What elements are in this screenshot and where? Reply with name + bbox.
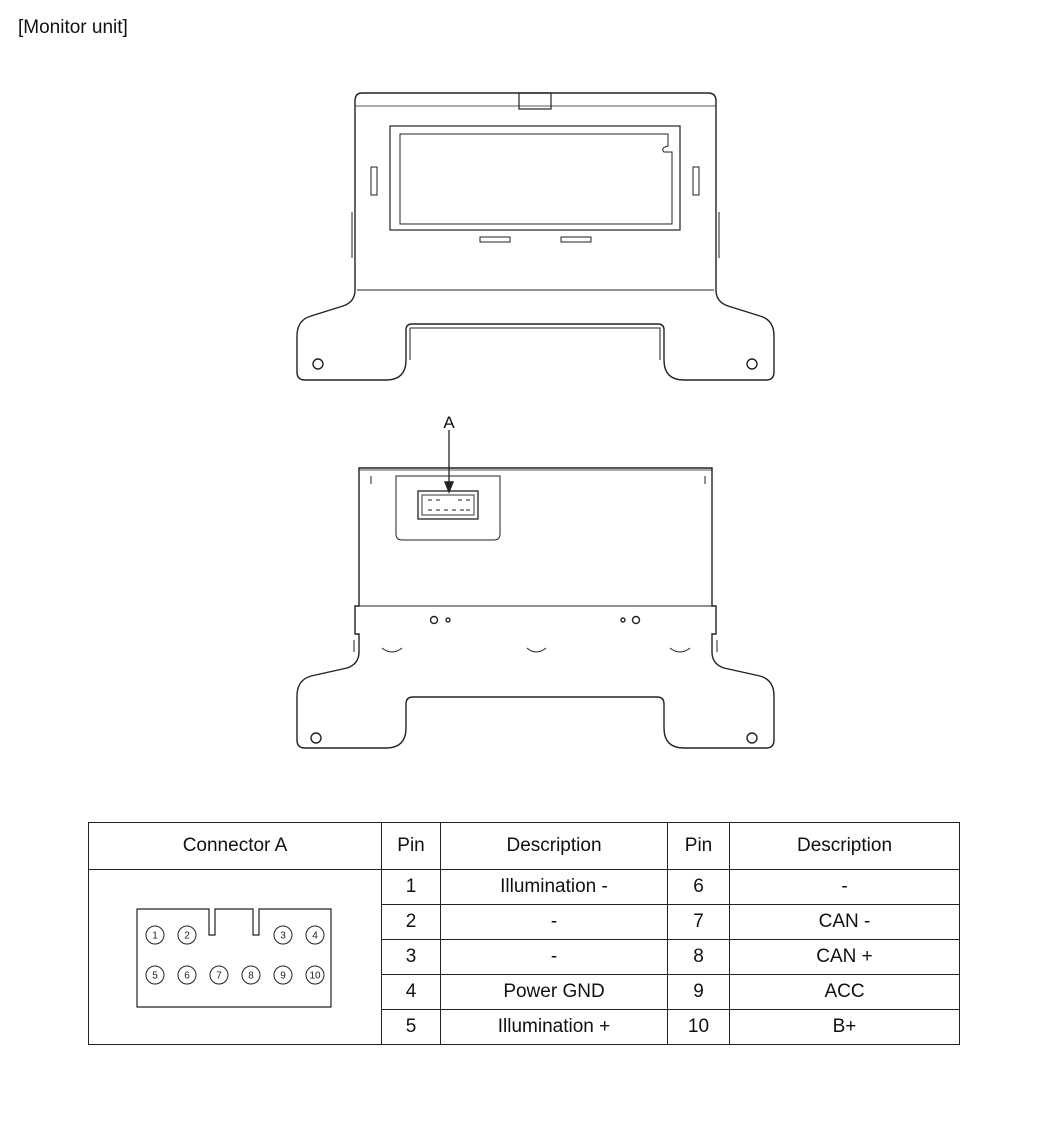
pin-cell: 6 <box>668 870 730 905</box>
description-cell: - <box>441 905 668 940</box>
pin-cell: 3 <box>382 940 441 975</box>
header-connector: Connector A <box>89 823 382 870</box>
callout-a <box>443 413 455 492</box>
pin-cell: 5 <box>382 1010 441 1045</box>
pin-cell: 9 <box>668 975 730 1010</box>
connector-pin-label: 4 <box>312 930 318 942</box>
pin-cell: 1 <box>382 870 441 905</box>
description-cell: Illumination - <box>441 870 668 905</box>
monitor-rear-view <box>297 468 774 748</box>
header-pin-2: Pin <box>668 823 730 870</box>
callout-a-label: A <box>443 413 455 432</box>
pin-cell: 7 <box>668 905 730 940</box>
connector-pin-label: 6 <box>184 970 190 982</box>
connector-pin-label: 7 <box>216 970 222 982</box>
pin-cell: 10 <box>668 1010 730 1045</box>
connector-pin-label: 8 <box>248 970 254 982</box>
header-description-1: Description <box>441 823 668 870</box>
header-pin-1: Pin <box>382 823 441 870</box>
pin-cell: 4 <box>382 975 441 1010</box>
description-cell: CAN - <box>730 905 960 940</box>
connector-a-face <box>89 870 382 1045</box>
connector-pin-label: 10 <box>309 970 321 982</box>
pin-cell: 2 <box>382 905 441 940</box>
description-cell: CAN + <box>730 940 960 975</box>
monitor-front-view <box>297 93 774 380</box>
description-cell: - <box>441 940 668 975</box>
header-description-2: Description <box>730 823 960 870</box>
description-cell: ACC <box>730 975 960 1010</box>
description-cell: Power GND <box>441 975 668 1010</box>
description-cell: Illumination + <box>441 1010 668 1045</box>
connector-pin-label: 5 <box>152 970 158 982</box>
connector-pinout-table <box>88 822 960 1045</box>
pin-cell: 8 <box>668 940 730 975</box>
description-cell: - <box>730 870 960 905</box>
figure-caption: [Monitor unit] <box>18 17 128 38</box>
connector-pin-label: 3 <box>280 930 286 942</box>
connector-pin-label: 9 <box>280 970 286 982</box>
connector-a-pin-diagram <box>135 905 335 1009</box>
description-cell: B+ <box>730 1010 960 1045</box>
connector-pin-label: 1 <box>152 930 158 942</box>
connector-pin-label: 2 <box>184 930 190 942</box>
